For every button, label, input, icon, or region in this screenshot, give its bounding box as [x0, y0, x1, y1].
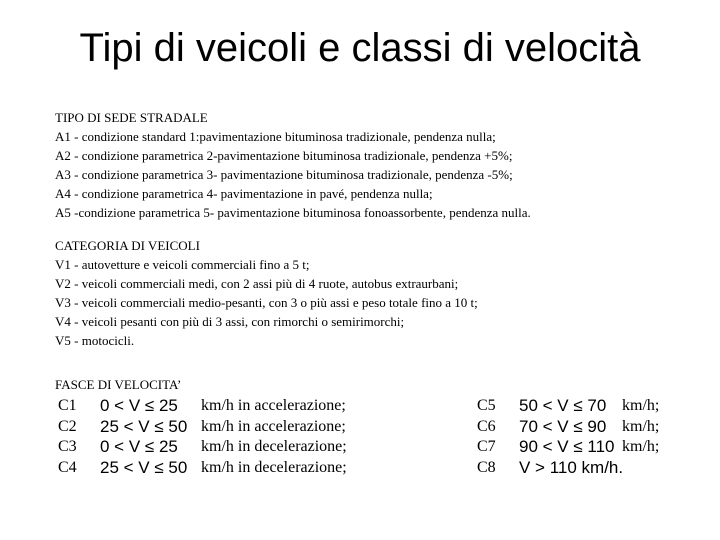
speed-band-code: C2 — [58, 417, 77, 435]
road-type-heading: TIPO DI SEDE STRADALE — [55, 110, 208, 125]
speed-band-condition: 90 < V ≤ 110 — [519, 437, 615, 456]
vehicle-category-item: V3 - veicoli commerciali medio-pesanti, con 3 o più assi e peso totale fino a 10 t; — [55, 295, 478, 310]
speed-band-unit: km/h in decelerazione; — [201, 458, 347, 476]
speed-band-unit: km/h; — [622, 397, 660, 414]
speed-band-condition: V > 110 km/h. — [519, 457, 624, 477]
speed-band-condition: 50 < V ≤ 70 — [519, 396, 607, 415]
speed-band-unit: km/h; — [622, 417, 660, 435]
speed-band-code: C7 — [477, 438, 496, 455]
speed-band-code: C8 — [477, 458, 496, 476]
speed-band-unit: km/h in accelerazione; — [201, 397, 346, 414]
speed-bands-left-column — [58, 396, 358, 478]
speed-band-unit: km/h; — [622, 438, 660, 455]
speed-band-condition: 70 < V ≤ 90 — [519, 416, 607, 436]
vehicle-category-section — [55, 236, 478, 350]
road-type-item: A5 -condizione parametrica 5- pavimentazione bituminosa fonoassorbente, pendenza nulla. — [55, 205, 531, 220]
road-type-item: A2 - condizione parametrica 2-pavimentazione bituminosa tradizionale, pendenza +5%; — [55, 148, 513, 163]
speed-band-row — [477, 437, 677, 458]
speed-band-code: C5 — [477, 397, 496, 414]
speed-band-code: C6 — [477, 417, 496, 435]
speed-band-unit: km/h in decelerazione; — [201, 438, 347, 455]
speed-band-code: C4 — [58, 458, 77, 476]
road-type-item: A3 - condizione parametrica 3- pavimentazione bituminosa tradizionale, pendenza -5%; — [55, 167, 513, 182]
slide-title: Tipi di veicoli e classi di velocità — [79, 26, 641, 70]
vehicle-category-item: V2 - veicoli commerciali medi, con 2 assi più di 4 ruote, autobus extraurbani; — [55, 276, 459, 291]
speed-band-condition: 0 < V ≤ 25 — [100, 396, 178, 415]
speed-band-row — [477, 458, 677, 479]
speed-band-code: C1 — [58, 397, 77, 414]
speed-band-row — [58, 396, 358, 417]
speed-band-condition: 0 < V ≤ 25 — [100, 437, 178, 456]
speed-band-row — [58, 417, 358, 438]
road-type-item: A4 - condizione parametrica 4- pavimentazione in pavé, pendenza nulla; — [55, 186, 433, 201]
speed-bands-heading: FASCE DI VELOCITA’ — [55, 377, 182, 392]
road-type-section — [55, 108, 531, 222]
speed-band-unit: km/h in accelerazione; — [201, 417, 346, 435]
speed-band-row — [477, 396, 677, 417]
vehicle-category-heading: CATEGORIA DI VEICOLI — [55, 238, 200, 253]
speed-band-row — [58, 437, 358, 458]
speed-band-condition: 25 < V ≤ 50 — [100, 416, 188, 436]
vehicle-category-item: V5 - motocicli. — [55, 333, 135, 348]
road-type-item: A1 - condizione standard 1:pavimentazione bituminosa tradizionale, pendenza nulla; — [55, 129, 496, 144]
vehicle-category-item: V4 - veicoli pesanti con più di 3 assi, con rimorchi o semirimorchi; — [55, 314, 405, 329]
vehicle-category-item: V1 - autovetture e veicoli commerciali fino a 5 t; — [55, 257, 310, 272]
speed-bands-section — [55, 375, 181, 394]
speed-band-condition: 25 < V ≤ 50 — [100, 457, 188, 477]
speed-bands-right-column — [477, 396, 677, 478]
speed-band-row — [477, 417, 677, 438]
speed-band-code: C3 — [58, 438, 77, 455]
speed-band-row — [58, 458, 358, 479]
